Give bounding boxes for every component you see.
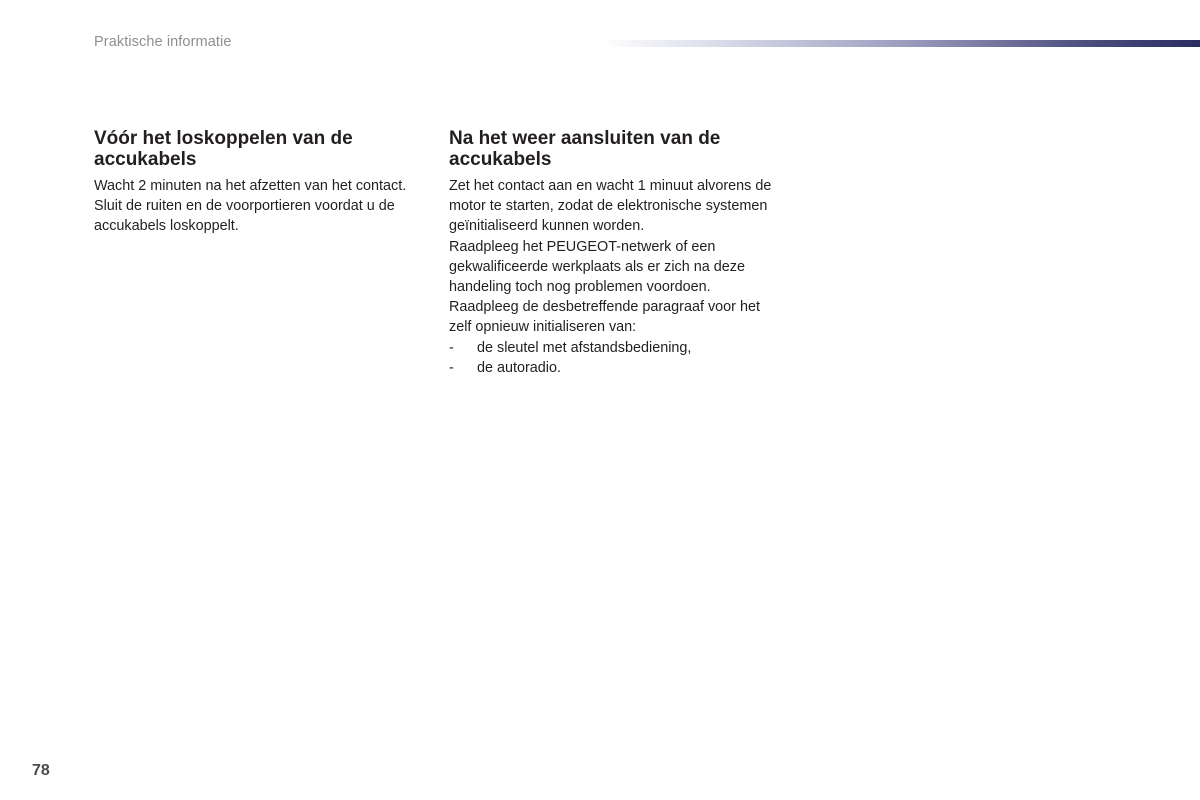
right-column-heading: Na het weer aansluiten van de accukabels [449, 128, 721, 170]
right-paragraph: Zet het contact aan en wacht 1 minuut alvorens de motor te starten, zodat de elektronische systemen geïnitialiseerd kunnen worden. [449, 178, 772, 235]
left-paragraph: Wacht 2 minuten na het afzetten van het contact. [94, 178, 407, 194]
list-item-text: de sleutel met afstandsbediening, [477, 339, 692, 356]
left-column [94, 128, 424, 237]
right-paragraph: Raadpleeg het PEUGEOT-netwerk of een gekwalificeerde werkplaats als er zich na deze handeling toch nog problemen voordoen. [449, 238, 745, 296]
section-title: Praktische informatie [94, 34, 232, 50]
bullet-list [449, 338, 779, 378]
list-item [449, 338, 779, 358]
header-gradient-bar [600, 40, 1200, 47]
bullet-dash: - [449, 339, 454, 356]
left-column-heading: Vóór het loskoppelen van de accukabels [94, 128, 353, 170]
left-paragraph: Sluit de ruiten en de voorportieren voordat u de accukabels loskoppelt. [94, 198, 395, 235]
right-column [449, 128, 779, 378]
list-item [449, 358, 779, 378]
right-paragraph: Raadpleeg de desbetreffende paragraaf voor het zelf opnieuw initialiseren van: [449, 299, 760, 336]
bullet-dash: - [449, 359, 454, 376]
page-number: 78 [32, 762, 50, 779]
list-item-text: de autoradio. [477, 359, 562, 376]
